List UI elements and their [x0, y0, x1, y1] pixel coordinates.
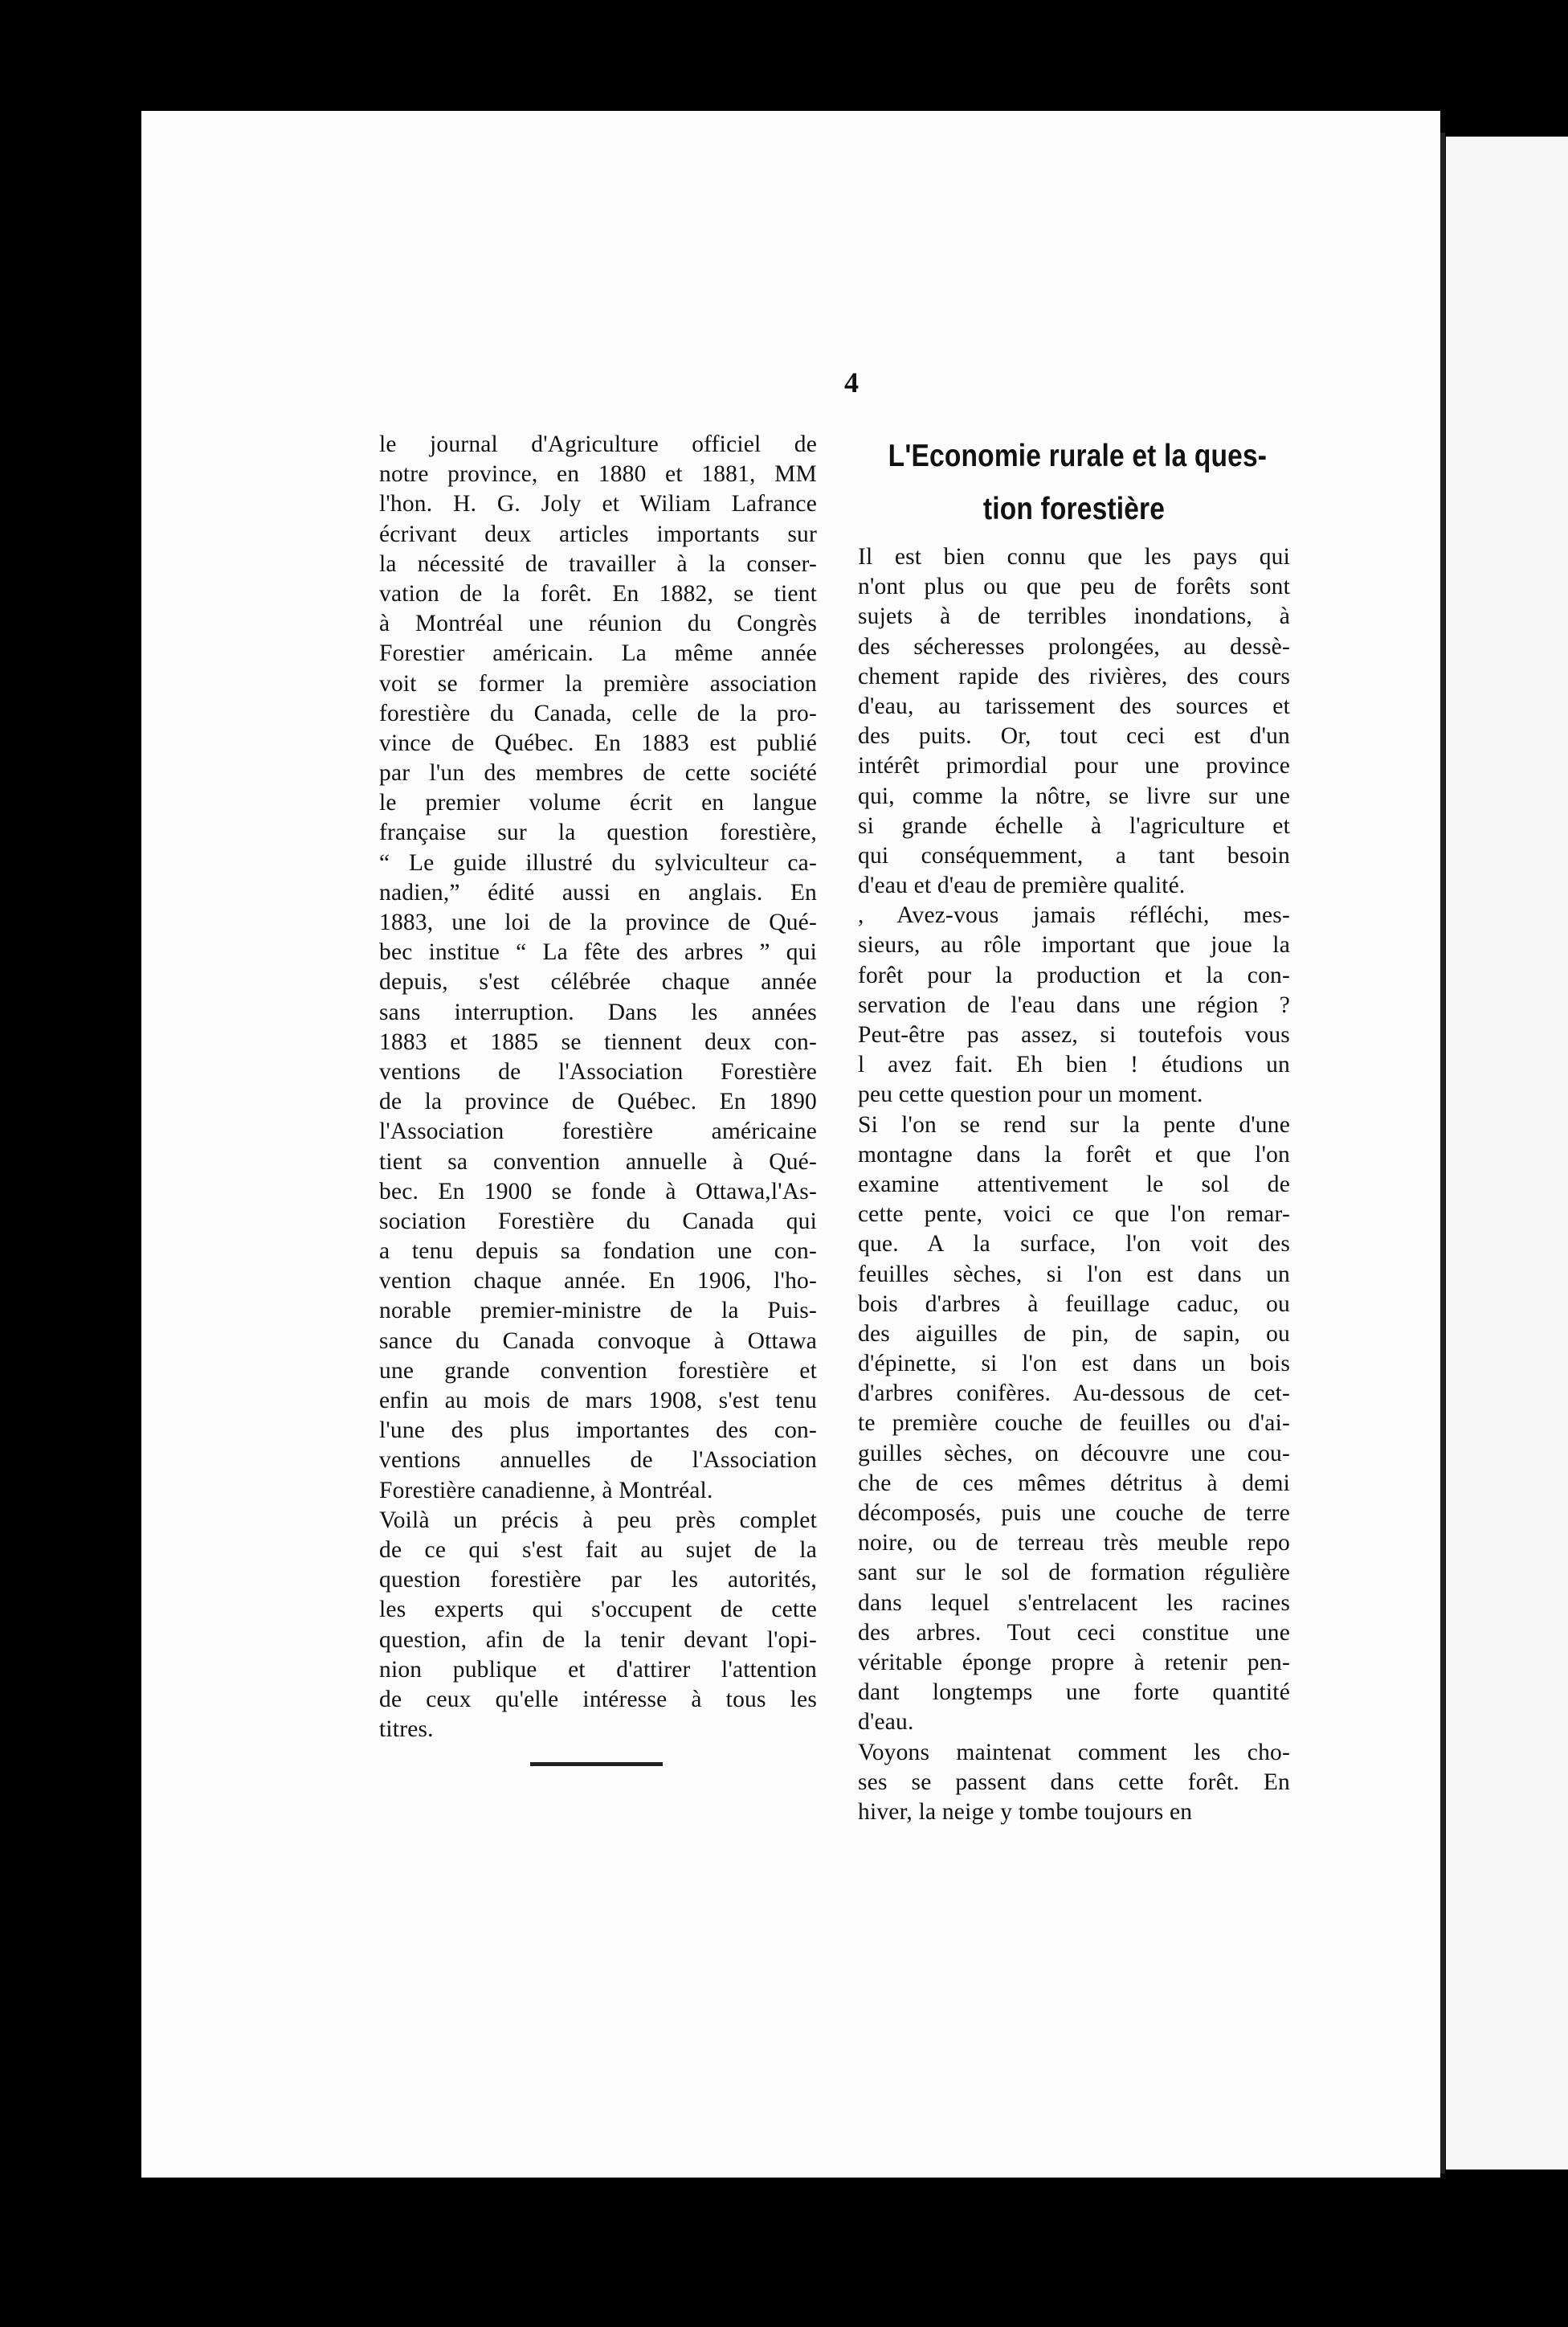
- text-line: Forestier américain. La même année: [379, 640, 817, 667]
- text-line: Voyons maintenat comment les cho-: [858, 1739, 1290, 1765]
- text-line: française sur la question forestière,: [379, 820, 817, 846]
- text-line: décomposés, puis une couche de terre: [858, 1500, 1290, 1526]
- text-line: ventions de l'Association Forestière: [379, 1058, 817, 1085]
- right-text-column: [858, 430, 1290, 1827]
- text-line: des puits. Or, tout ceci est d'un: [858, 723, 1290, 750]
- text-line: servation de l'eau dans une région ?: [858, 992, 1290, 1018]
- text-line: Forestière canadienne, à Montréal.: [379, 1477, 713, 1503]
- text-line: d'eau.: [858, 1709, 914, 1736]
- text-line: examine attentivement le sol de: [858, 1171, 1290, 1197]
- left-text-column: [379, 430, 817, 1744]
- text-line: hiver, la neige y tombe toujours en: [858, 1798, 1193, 1825]
- text-line: nion publique et d'attirer l'attention: [379, 1656, 817, 1683]
- article-body: [858, 542, 1290, 1827]
- text-line: guilles sèches, on découvre une cou-: [858, 1440, 1290, 1466]
- text-line: d'eau et d'eau de première qualité.: [858, 873, 1186, 899]
- text-line: sociation Forestière du Canada qui: [379, 1208, 817, 1234]
- text-line: d'épinette, si l'on est dans un bois: [858, 1351, 1290, 1377]
- text-line: voit se former la première association: [379, 670, 817, 697]
- page-number: 4: [844, 366, 859, 399]
- text-line: a tenu depuis sa fondation une con-: [379, 1238, 817, 1265]
- text-line: une grande convention forestière et: [379, 1357, 817, 1384]
- text-line: sujets à de terribles inondations, à: [858, 603, 1290, 630]
- text-line: che de ces mêmes détritus à demi: [858, 1470, 1290, 1496]
- text-line: question, afin de la tenir devant l'opi-: [379, 1626, 817, 1653]
- text-line: l avez fait. Eh bien ! étudions un: [858, 1052, 1290, 1078]
- facing-page-edge: [1440, 133, 1445, 2174]
- text-line: des aiguilles de pin, de sapin, ou: [858, 1320, 1290, 1347]
- text-line: nadien,” édité aussi en anglais. En: [379, 879, 817, 906]
- text-line: l'Association forestière américaine: [379, 1119, 817, 1145]
- article-title: [888, 430, 1268, 536]
- text-line: forestière du Canada, celle de la pro-: [379, 700, 817, 726]
- text-line: norable premier-ministre de la Puis-: [379, 1298, 817, 1324]
- text-line: ventions annuelles de l'Association: [379, 1447, 817, 1474]
- section-divider-rule: [530, 1762, 663, 1766]
- text-line: que. A la surface, l'on voit des: [858, 1231, 1290, 1258]
- text-line: cette pente, voici ce que l'on remar-: [858, 1201, 1290, 1228]
- text-line: le premier volume écrit en langue: [379, 790, 817, 816]
- text-line: Peut-être pas assez, si toutefois vous: [858, 1022, 1290, 1048]
- text-line: si grande échelle à l'agriculture et: [858, 812, 1290, 839]
- text-line: depuis, s'est célébrée chaque année: [379, 969, 817, 996]
- text-line: les experts qui s'occupent de cette: [379, 1597, 817, 1623]
- text-line: bois d'arbres à feuillage caduc, ou: [858, 1290, 1290, 1317]
- text-line: d'eau, au tarissement des sources et: [858, 693, 1290, 719]
- text-line: dant longtemps une forte quantité: [858, 1679, 1290, 1706]
- text-line: qui, comme la nôtre, se livre sur une: [858, 783, 1290, 809]
- text-line: l'hon. H. G. Joly et Wiliam Lafrance: [379, 491, 817, 517]
- text-line: sieurs, au rôle important que joue la: [858, 932, 1290, 959]
- text-line: Si l'on se rend sur la pente d'une: [858, 1111, 1290, 1138]
- text-line: écrivant deux articles importants sur: [379, 521, 817, 547]
- text-line: tient sa convention annuelle à Qué-: [379, 1148, 817, 1175]
- article-title-line-2: tion forestière: [982, 492, 1166, 526]
- text-line: vince de Québec. En 1883 est publié: [379, 730, 817, 756]
- text-line: noire, ou de terreau très meuble repo: [858, 1530, 1290, 1556]
- text-line: de ceux qu'elle intéresse à tous les: [379, 1686, 817, 1712]
- text-line: feuilles sèches, si l'on est dans un: [858, 1261, 1290, 1287]
- text-line: , Avez-vous jamais réfléchi, mes-: [858, 902, 1290, 929]
- text-line: bec. En 1900 se fonde à Ottawa,l'As-: [379, 1178, 817, 1204]
- text-line: bec institue “ La fête des arbres ” qui: [379, 939, 817, 966]
- text-line: sant sur le sol de formation régulière: [858, 1560, 1290, 1586]
- text-line: des arbres. Tout ceci constitue une: [858, 1619, 1290, 1646]
- facing-page: [1446, 137, 1568, 2170]
- text-line: d'arbres conifères. Au-dessous de cet-: [858, 1380, 1290, 1407]
- text-line: vention chaque année. En 1906, l'ho-: [379, 1268, 817, 1294]
- text-line: l'une des plus importantes des con-: [379, 1417, 817, 1444]
- text-line: qui conséquemment, a tant besoin: [858, 842, 1290, 869]
- text-line: chement rapide des rivières, des cours: [858, 663, 1290, 689]
- text-line: Il est bien connu que les pays qui: [858, 544, 1290, 570]
- text-line: montagne dans la forêt et que l'on: [858, 1141, 1290, 1168]
- text-line: peu cette question pour un moment.: [858, 1082, 1203, 1108]
- text-line: sance du Canada convoque à Ottawa: [379, 1327, 817, 1354]
- text-line: question forestière par les autorités,: [379, 1567, 817, 1593]
- text-line: forêt pour la production et la con-: [858, 962, 1290, 988]
- text-line: titres.: [379, 1716, 434, 1743]
- text-line: par l'un des membres de cette société: [379, 760, 817, 787]
- text-line: vation de la forêt. En 1882, se tient: [379, 580, 817, 607]
- text-line: te première couche de feuilles ou d'ai-: [858, 1410, 1290, 1437]
- text-line: enfin au mois de mars 1908, s'est tenu: [379, 1388, 817, 1413]
- text-line: de ce qui s'est fait au sujet de la: [379, 1536, 817, 1563]
- text-line: n'ont plus ou que peu de forêts sont: [858, 574, 1290, 600]
- text-line: à Montréal une réunion du Congrès: [379, 611, 817, 637]
- text-line: la nécessité de travailler à la conser-: [379, 550, 817, 577]
- text-line: de la province de Québec. En 1890: [379, 1089, 817, 1115]
- text-line: “ Le guide illustré du sylviculteur ca-: [379, 849, 817, 876]
- text-line: 1883 et 1885 se tiennent deux con-: [379, 1029, 817, 1055]
- text-line: Voilà un précis à peu près complet: [379, 1507, 817, 1533]
- text-line: intérêt primordial pour une province: [858, 753, 1290, 779]
- text-line: sans interruption. Dans les années: [379, 999, 817, 1025]
- text-line: des sécheresses prolongées, au dessè-: [858, 633, 1290, 660]
- article-title-line-1: L'Economie rurale et la ques-: [888, 439, 1268, 473]
- text-line: notre province, en 1880 et 1881, MM: [379, 461, 817, 488]
- text-line: dans lequel s'entrelacent les racines: [858, 1589, 1290, 1616]
- text-line: ses se passent dans cette forêt. En: [858, 1769, 1290, 1795]
- text-line: 1883, une loi de la province de Qué-: [379, 910, 817, 935]
- text-line: le journal d'Agriculture officiel de: [379, 431, 817, 457]
- text-line: véritable éponge propre à retenir pen-: [858, 1649, 1290, 1675]
